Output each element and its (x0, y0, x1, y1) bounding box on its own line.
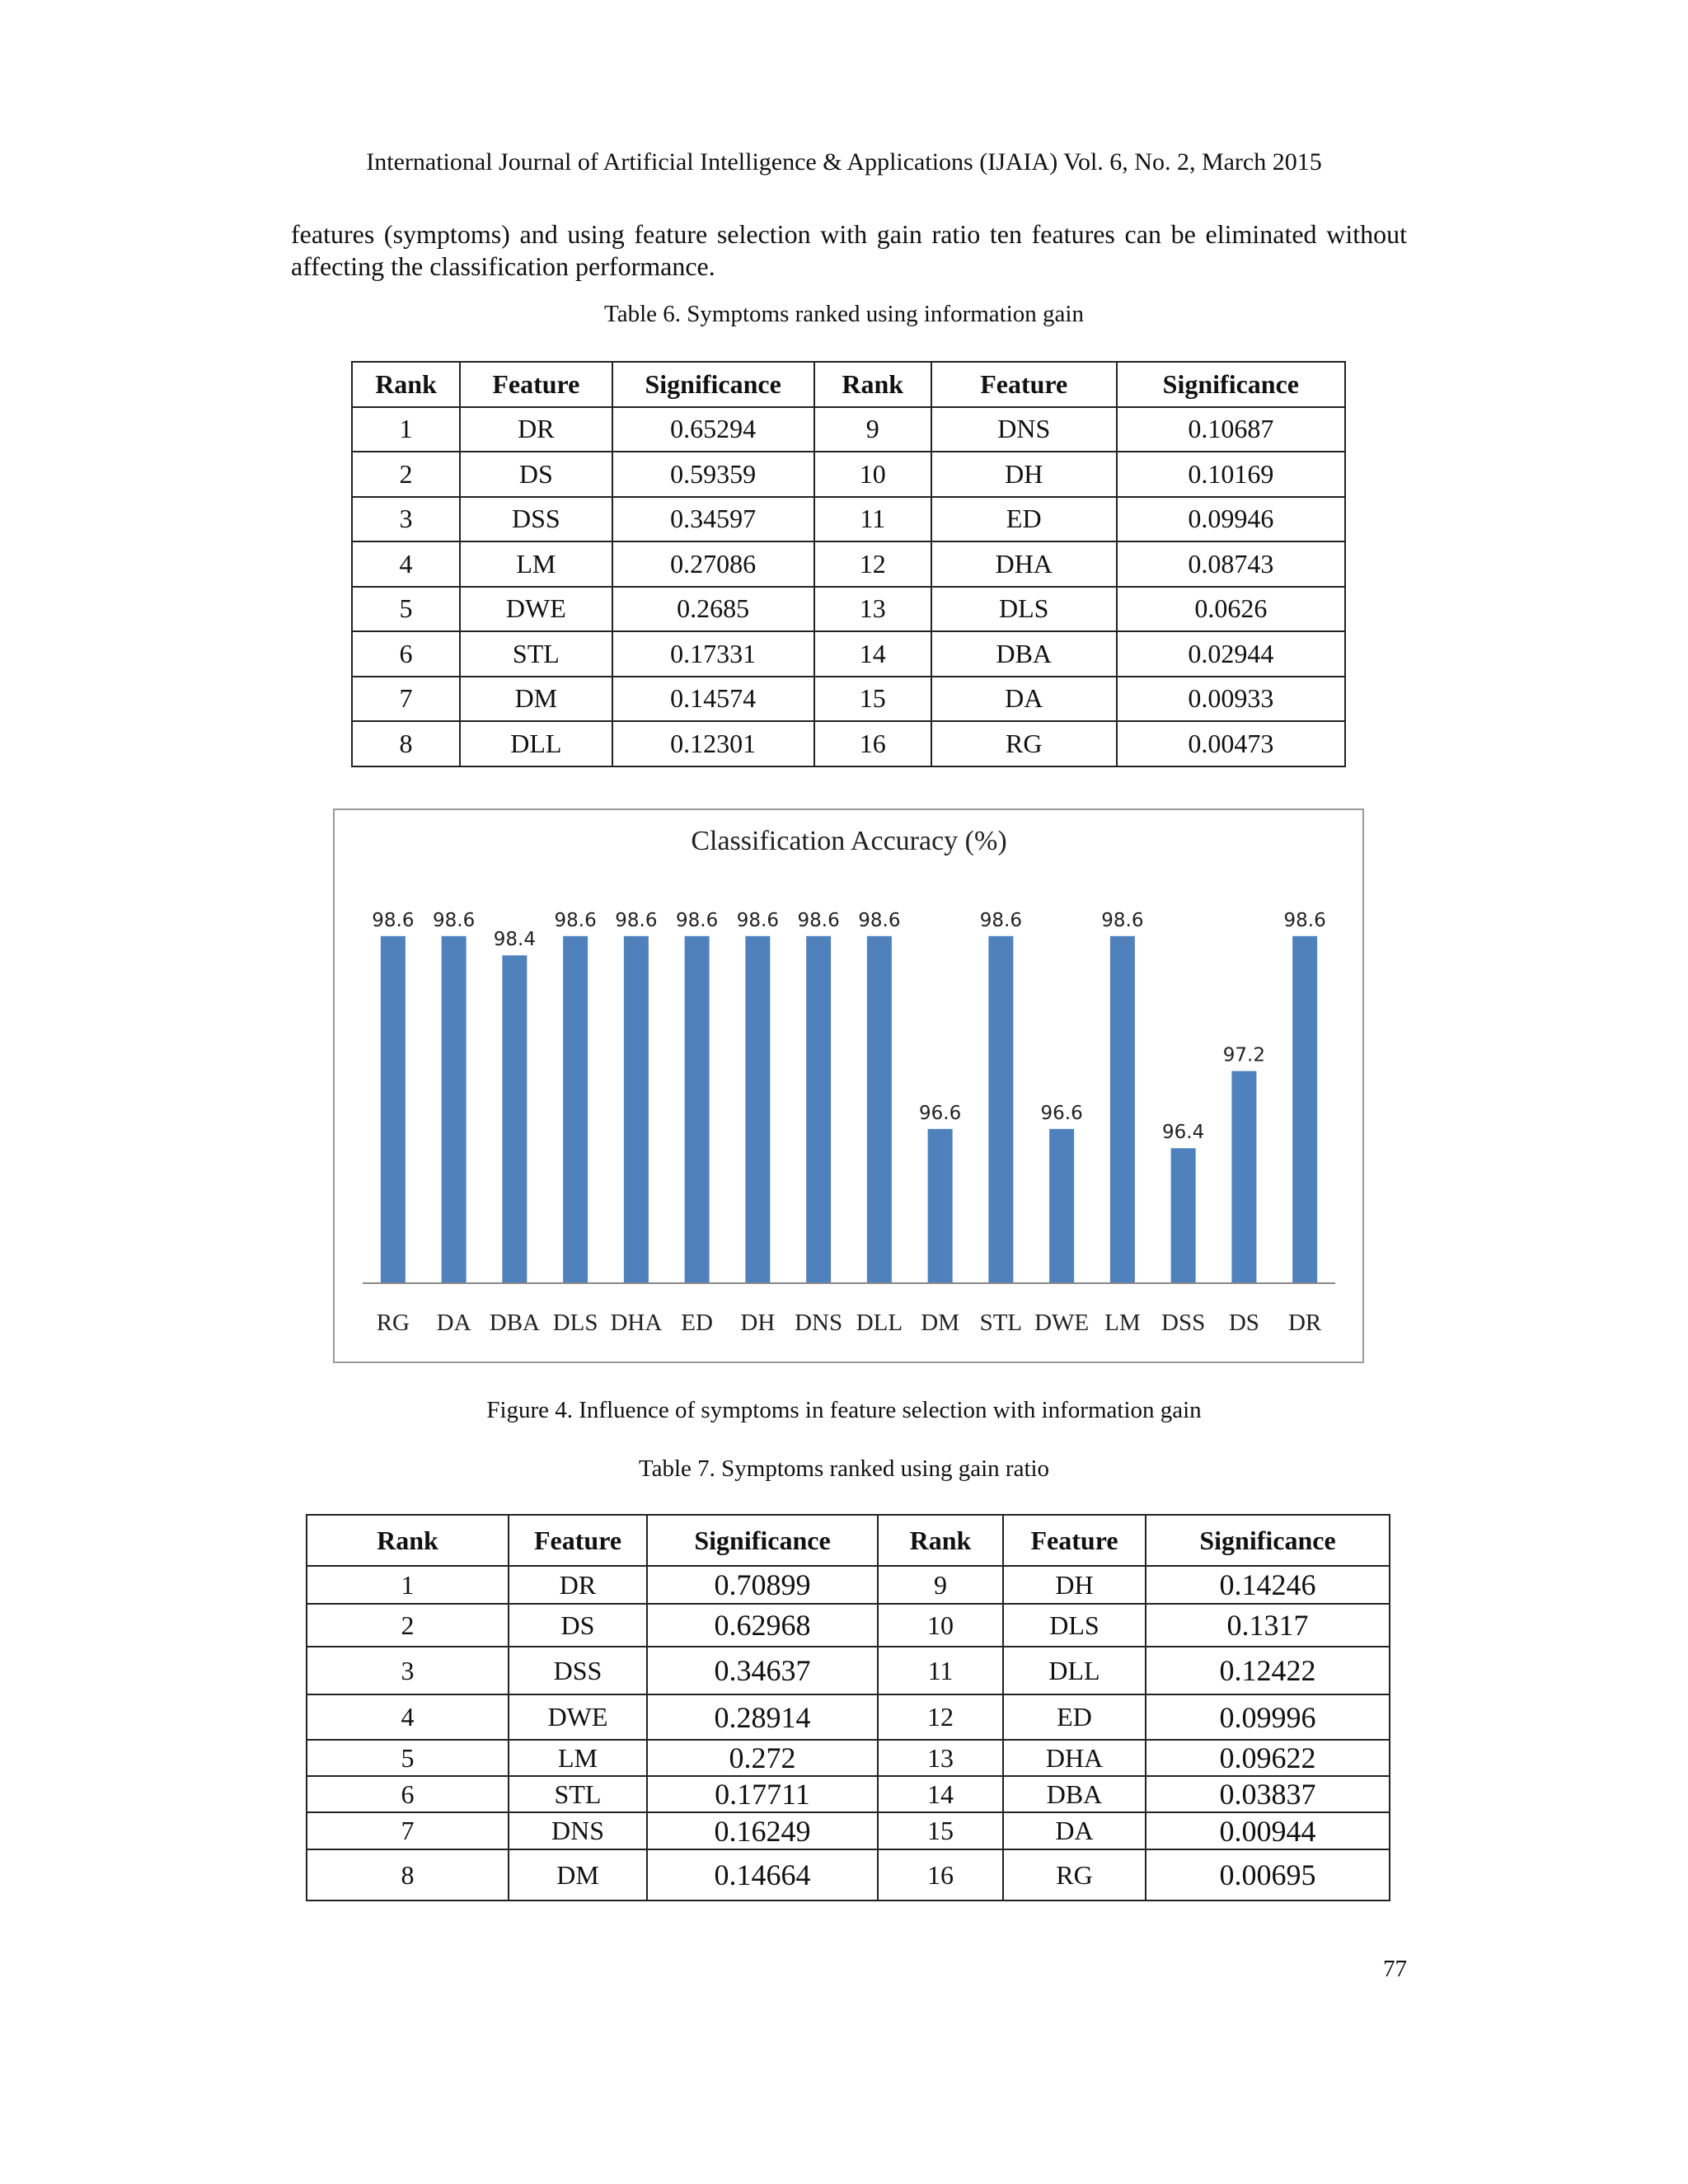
table6-header-cell: Significance (612, 362, 814, 407)
table6-cell: DLL (460, 721, 612, 766)
chart-x-tick-label: DLL (856, 1310, 903, 1336)
table-row (352, 587, 1345, 632)
table6 (351, 361, 1346, 767)
chart-bar (502, 955, 527, 1283)
table7-cell: DBA (1003, 1776, 1146, 1812)
table6-cell: 0.17331 (612, 631, 814, 677)
chart-x-tick-label: DS (1228, 1310, 1259, 1336)
body-paragraph: features (symptoms) and using feature selection with gain ratio ten features can be eliminated without affecting the classification performance. (291, 219, 1407, 281)
table6-cell: 7 (352, 677, 460, 722)
table7-body (307, 1566, 1390, 1900)
table7-cell: 1 (307, 1566, 509, 1604)
table7-cell: DSS (509, 1647, 647, 1694)
chart-x-tick-label: DHA (610, 1310, 663, 1336)
table7-cell: 0.272 (647, 1740, 878, 1776)
table7 (306, 1514, 1390, 1901)
chart-data-label: 98.4 (493, 929, 536, 951)
table6-cell: 0.09946 (1117, 497, 1345, 542)
table6-cell: 0.02944 (1117, 631, 1345, 677)
table6-cell: DSS (460, 497, 612, 542)
table6-cell: 4 (352, 541, 460, 587)
table7-cell: 0.09622 (1146, 1740, 1390, 1776)
table6-cell: 0.0626 (1117, 587, 1345, 632)
table7-cell: 10 (878, 1604, 1003, 1647)
chart-x-tick-label: DNS (795, 1310, 843, 1336)
chart-title: Classification Accuracy (%) (691, 826, 1007, 856)
chart-data-label: 98.6 (1283, 909, 1326, 931)
table6-header-row (352, 362, 1345, 407)
table7-cell: DLS (1003, 1604, 1146, 1647)
page-number: 77 (1383, 1956, 1407, 1982)
table7-cell: LM (509, 1740, 647, 1776)
table6-cell: 1 (352, 407, 460, 452)
table6-cell: DR (460, 407, 612, 452)
table7-header-cell: Feature (509, 1515, 647, 1566)
table6-header-cell: Feature (931, 362, 1117, 407)
figure4-caption: Figure 4. Influence of symptoms in feature selection with information gain (486, 1397, 1202, 1423)
chart-data-label: 98.6 (797, 909, 840, 931)
table-row (307, 1566, 1390, 1604)
table6-cell: ED (931, 497, 1117, 542)
table7-header-row (307, 1515, 1390, 1566)
table6-cell: DBA (931, 631, 1117, 677)
chart-bar (1171, 1148, 1196, 1283)
table7-cell: 0.14664 (647, 1849, 878, 1900)
table6-cell: 8 (352, 721, 460, 766)
table6-cell: DLS (931, 587, 1117, 632)
chart-bar (1049, 1129, 1074, 1283)
chart-data-label: 96.6 (919, 1102, 962, 1124)
table6-cell: 15 (814, 677, 931, 722)
chart-x-tick-label: DLS (552, 1310, 598, 1336)
table7-cell: 0.00944 (1146, 1812, 1390, 1849)
table6-cell: 11 (814, 497, 931, 542)
chart-bar (745, 936, 770, 1283)
chart-data-label: 98.6 (1101, 909, 1144, 931)
chart-bar (1292, 936, 1317, 1283)
table6-cell: 5 (352, 587, 460, 632)
journal-header: International Journal of Artificial Intelligence & Applications (IJAIA) Vol. 6, No. 2, March 2015 (366, 148, 1322, 176)
table7-cell: 13 (878, 1740, 1003, 1776)
table7-cell: DLL (1003, 1647, 1146, 1694)
table7-header-cell: Significance (1146, 1515, 1390, 1566)
chart-data-label: 98.6 (736, 909, 779, 931)
table7-cell: 16 (878, 1849, 1003, 1900)
table6-cell: DS (460, 452, 612, 497)
table7-cell: 0.14246 (1146, 1566, 1390, 1604)
table7-cell: DM (509, 1849, 647, 1900)
table6-cell: 0.00473 (1117, 721, 1345, 766)
table7-cell: DA (1003, 1812, 1146, 1849)
chart-data-label: 98.6 (858, 909, 901, 931)
table7-header-cell: Significance (647, 1515, 878, 1566)
chart-x-tick-label: DR (1287, 1310, 1322, 1336)
table-row (352, 677, 1345, 722)
table7-cell: 0.16249 (647, 1812, 878, 1849)
table7-cell: 6 (307, 1776, 509, 1812)
table7-cell: RG (1003, 1849, 1146, 1900)
table6-cell: LM (460, 541, 612, 587)
table7-cell: 0.34637 (647, 1647, 878, 1694)
table-row (307, 1849, 1390, 1900)
chart-x-tick-label: ED (681, 1310, 713, 1336)
chart-bar (685, 936, 710, 1283)
table-row (352, 721, 1345, 766)
table6-cell: 3 (352, 497, 460, 542)
table6-cell: DM (460, 677, 612, 722)
table7-cell: 14 (878, 1776, 1003, 1812)
table7-cell: ED (1003, 1694, 1146, 1740)
chart-bar (928, 1129, 953, 1283)
table6-cell: 0.10169 (1117, 452, 1345, 497)
table-row (307, 1740, 1390, 1776)
table6-body (352, 407, 1345, 766)
table7-cell: 0.00695 (1146, 1849, 1390, 1900)
table7-cell: 0.09996 (1146, 1694, 1390, 1740)
table6-cell: 0.27086 (612, 541, 814, 587)
table7-cell: 0.12422 (1146, 1647, 1390, 1694)
accuracy-chart-svg (335, 810, 1362, 1361)
table-row (307, 1694, 1390, 1740)
table7-cell: 0.62968 (647, 1604, 878, 1647)
chart-data-label: 98.6 (433, 909, 476, 931)
table6-cell: DNS (931, 407, 1117, 452)
table-row (352, 541, 1345, 587)
table6-cell: 12 (814, 541, 931, 587)
table7-cell: 0.17711 (647, 1776, 878, 1812)
table6-header-cell: Feature (460, 362, 612, 407)
chart-bar (624, 936, 649, 1283)
chart-data-label: 96.6 (1040, 1102, 1083, 1124)
table7-header-cell: Feature (1003, 1515, 1146, 1566)
chart-x-tick-label: DA (436, 1310, 471, 1336)
chart-bar (381, 936, 406, 1283)
table6-cell: 13 (814, 587, 931, 632)
table7-caption: Table 7. Symptoms ranked using gain ratio (638, 1455, 1050, 1482)
table6-cell: 2 (352, 452, 460, 497)
chart-x-tick-label: DM (921, 1310, 959, 1336)
table7-cell: 4 (307, 1694, 509, 1740)
table7-cell: DR (509, 1566, 647, 1604)
table7-cell: 3 (307, 1647, 509, 1694)
table6-cell: DH (931, 452, 1117, 497)
table-row (307, 1604, 1390, 1647)
table-row (307, 1776, 1390, 1812)
chart-x-tick-label: DBA (489, 1310, 540, 1336)
table6-cell: 16 (814, 721, 931, 766)
chart-data-label: 98.6 (372, 909, 415, 931)
table-row (307, 1812, 1390, 1849)
table6-cell: RG (931, 721, 1117, 766)
table6-header-cell: Significance (1117, 362, 1345, 407)
table7-cell: 9 (878, 1566, 1003, 1604)
chart-bar (867, 936, 892, 1283)
table7-cell: STL (509, 1776, 647, 1812)
table-row (352, 452, 1345, 497)
table6-header-cell: Rank (352, 362, 460, 407)
table7-cell: 0.1317 (1146, 1604, 1390, 1647)
table6-cell: STL (460, 631, 612, 677)
accuracy-chart (333, 808, 1364, 1363)
chart-x-tick-label: RG (376, 1310, 410, 1336)
table7-cell: DH (1003, 1566, 1146, 1604)
table7-cell: 12 (878, 1694, 1003, 1740)
table6-cell: 10 (814, 452, 931, 497)
table6-caption: Table 6. Symptoms ranked using information gain (604, 301, 1084, 327)
table7-cell: 11 (878, 1647, 1003, 1694)
table7-cell: 5 (307, 1740, 509, 1776)
table7-header-cell: Rank (878, 1515, 1003, 1566)
table6-cell: 0.12301 (612, 721, 814, 766)
chart-data-label: 98.6 (554, 909, 597, 931)
chart-bar (1110, 936, 1135, 1283)
chart-x-tick-label: DH (740, 1310, 776, 1336)
table7-cell: 0.28914 (647, 1694, 878, 1740)
table6-header-cell: Rank (814, 362, 931, 407)
table7-cell: DS (509, 1604, 647, 1647)
chart-bar (442, 936, 467, 1283)
table6-cell: 0.2685 (612, 587, 814, 632)
table7-cell: 2 (307, 1604, 509, 1647)
table6-cell: DWE (460, 587, 612, 632)
chart-x-tick-label: DWE (1034, 1310, 1090, 1336)
chart-bar (563, 936, 588, 1283)
table6-cell: 0.08743 (1117, 541, 1345, 587)
chart-bar (806, 936, 831, 1283)
table-row (352, 407, 1345, 452)
chart-bar (1231, 1071, 1256, 1283)
table6-cell: DHA (931, 541, 1117, 587)
chart-x-tick-label: DSS (1161, 1310, 1206, 1336)
table-row (307, 1647, 1390, 1694)
table6-cell: 9 (814, 407, 931, 452)
table7-cell: DNS (509, 1812, 647, 1849)
chart-data-label: 98.6 (676, 909, 719, 931)
chart-data-label: 96.4 (1162, 1122, 1205, 1144)
table7-header-cell: Rank (307, 1515, 509, 1566)
table-row (352, 631, 1345, 677)
table6-cell: 6 (352, 631, 460, 677)
table-row (352, 497, 1345, 542)
table7-cell: DWE (509, 1694, 647, 1740)
table6-cell: 0.34597 (612, 497, 814, 542)
table6-cell: 0.59359 (612, 452, 814, 497)
table6-cell: 0.65294 (612, 407, 814, 452)
table7-cell: 0.70899 (647, 1566, 878, 1604)
chart-data-label: 97.2 (1222, 1044, 1265, 1066)
table6-cell: 14 (814, 631, 931, 677)
table7-cell: 8 (307, 1849, 509, 1900)
table7-cell: 7 (307, 1812, 509, 1849)
chart-data-label: 98.6 (979, 909, 1022, 931)
table7-cell: 15 (878, 1812, 1003, 1849)
table7-cell: DHA (1003, 1740, 1146, 1776)
table6-cell: 0.10687 (1117, 407, 1345, 452)
table6-cell: 0.14574 (612, 677, 814, 722)
table7-cell: 0.03837 (1146, 1776, 1390, 1812)
chart-bar (988, 936, 1013, 1283)
chart-data-label: 98.6 (615, 909, 658, 931)
table6-cell: DA (931, 677, 1117, 722)
chart-x-tick-label: LM (1104, 1310, 1141, 1336)
chart-x-tick-label: STL (979, 1310, 1023, 1336)
table6-cell: 0.00933 (1117, 677, 1345, 722)
